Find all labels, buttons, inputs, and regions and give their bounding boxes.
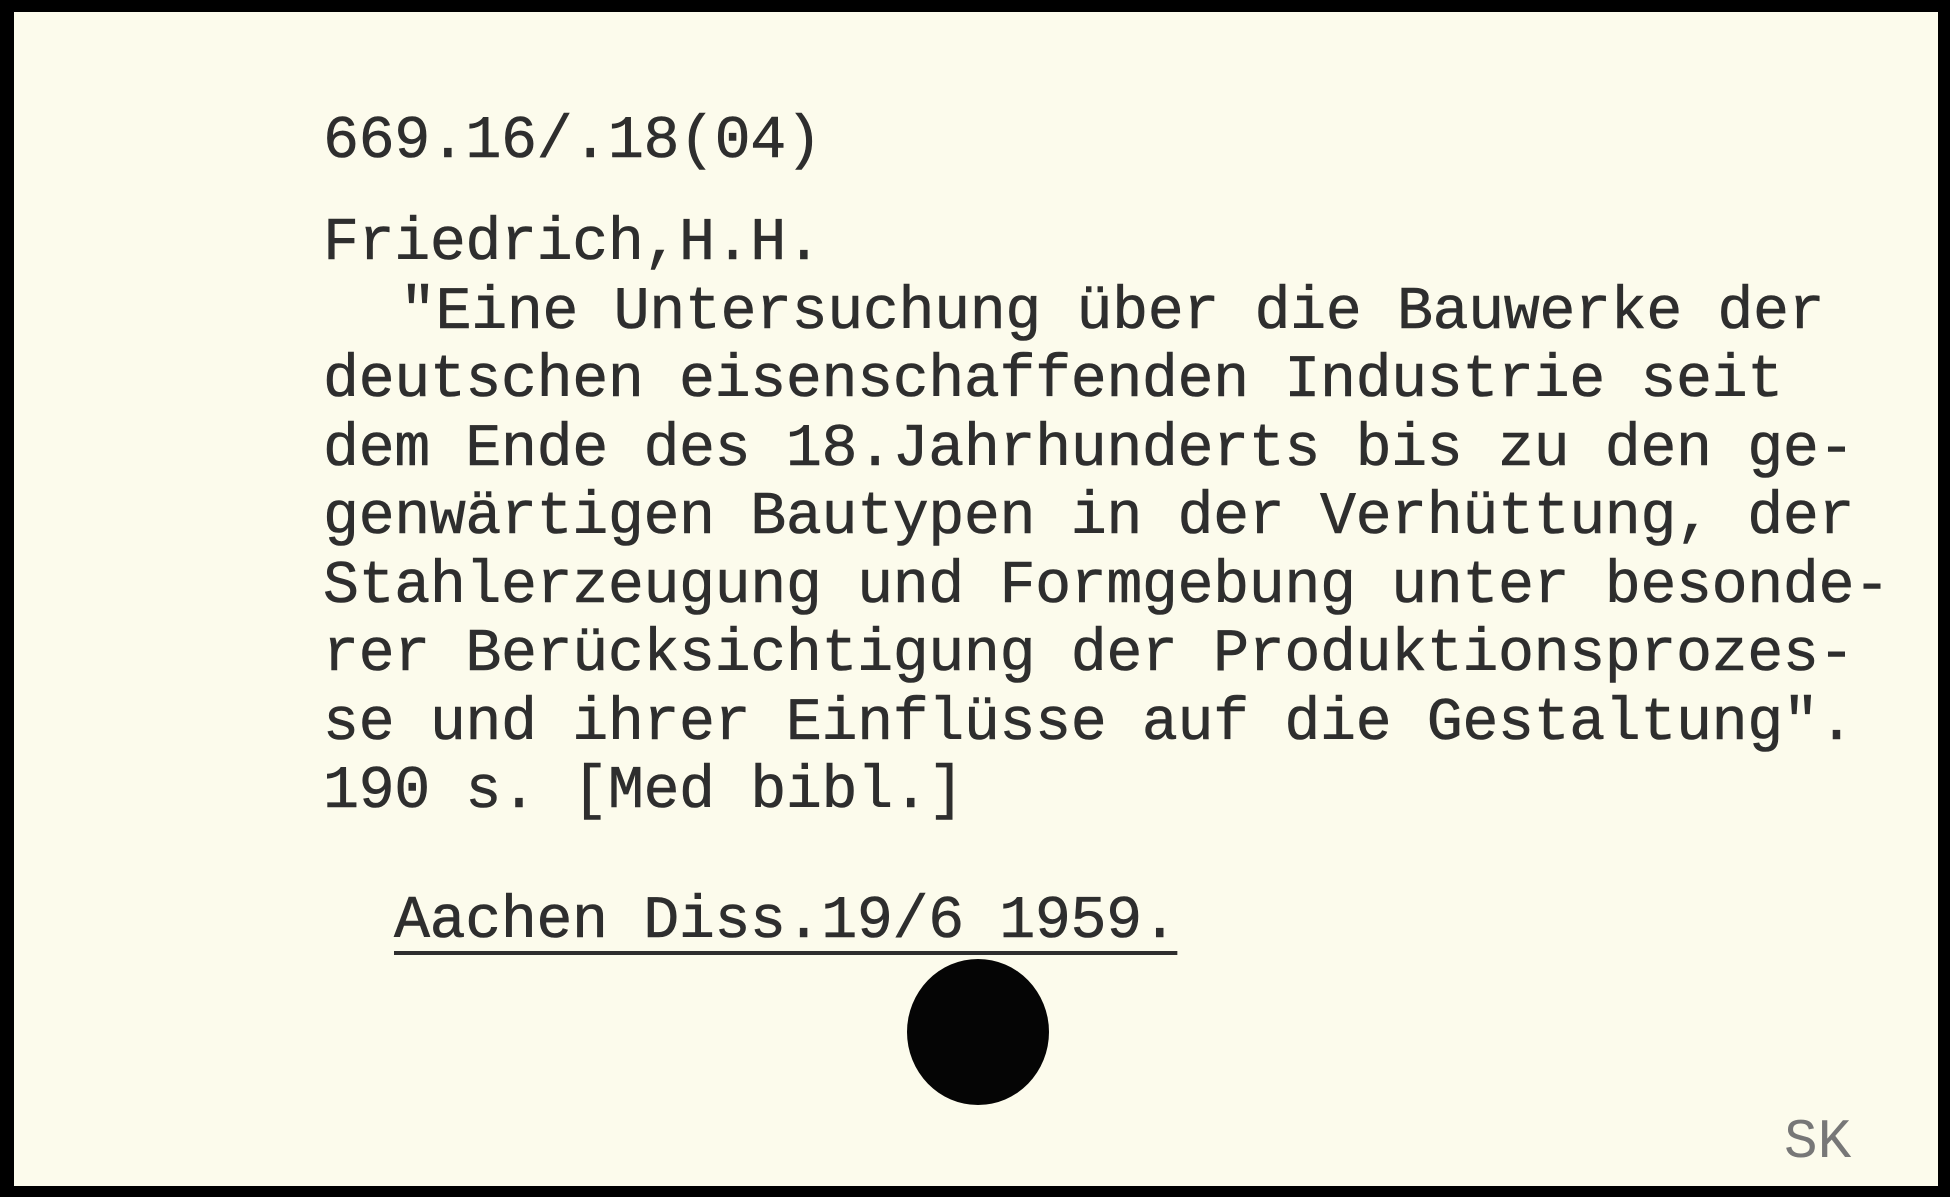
initials: SK xyxy=(1784,1110,1852,1174)
title-line: dem Ende des 18.Jahrhunderts bis zu den ge- xyxy=(323,416,1855,484)
title-line: deutschen eisenschaffenden Industrie seit xyxy=(323,347,1783,415)
title-line: se und ihrer Einflüsse auf die Gestaltung". xyxy=(323,690,1855,758)
punch-hole xyxy=(907,959,1049,1105)
dissertation-note: Aachen Diss.19/6 1959. xyxy=(394,888,1178,956)
pages-note: 190 s. [Med bibl.] xyxy=(323,758,964,826)
title-line: genwärtigen Bautypen in der Verhüttung, der xyxy=(323,484,1855,552)
catalog-card xyxy=(14,12,1938,1186)
author: Friedrich,H.H. xyxy=(323,210,822,278)
title-line: "Eine Untersuchung über die Bauwerke der xyxy=(400,279,1825,347)
classification-number: 669.16/.18(04) xyxy=(323,108,822,176)
title-line: Stahlerzeugung und Formgebung unter besonde- xyxy=(323,553,1890,621)
title-line: rer Berücksichtigung der Produktionsprozes- xyxy=(323,621,1855,689)
